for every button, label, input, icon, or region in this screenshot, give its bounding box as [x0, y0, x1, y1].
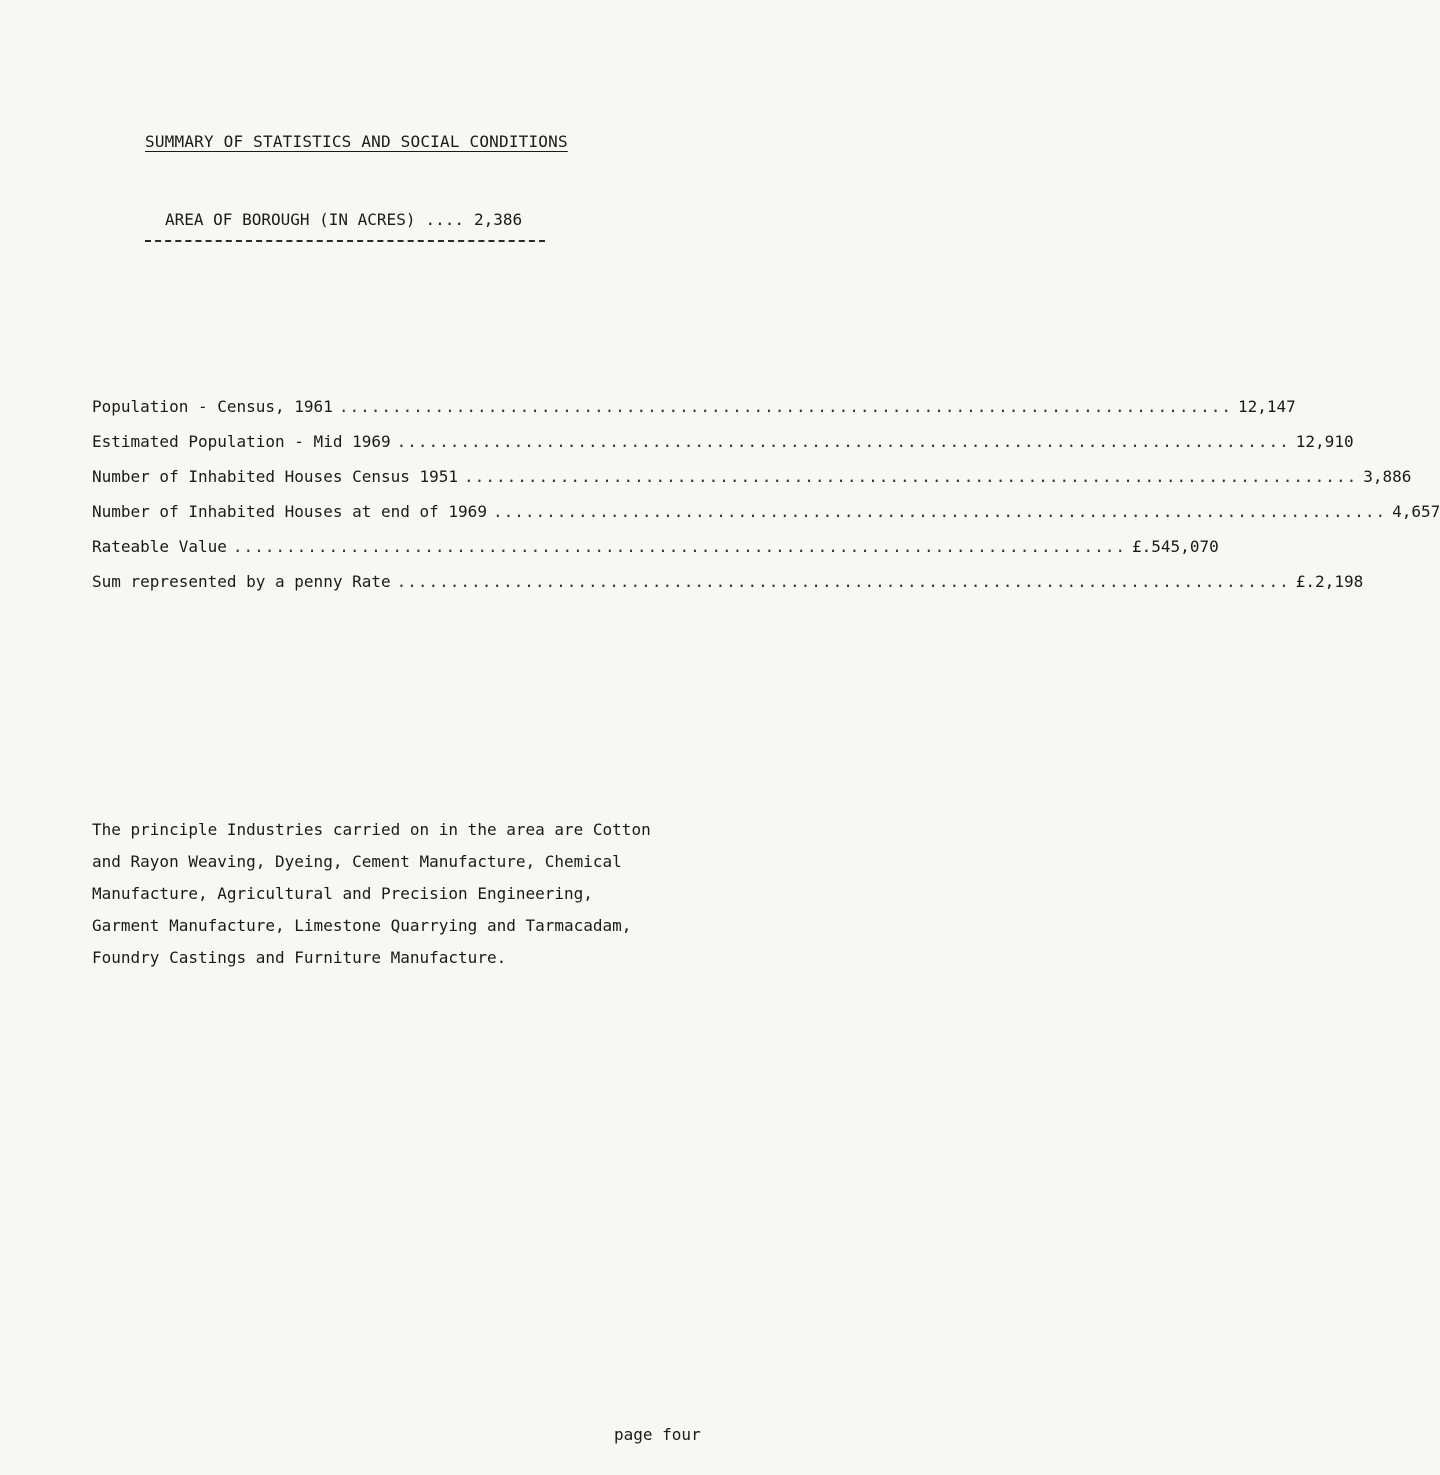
stat-label: Number of Inhabited Houses at end of 1969	[92, 502, 487, 521]
leader-dots: ....................................................................................	[232, 537, 1127, 556]
stat-row	[92, 537, 1219, 572]
stat-label: Population - Census, 1961	[92, 397, 333, 416]
stat-value: £.545,070	[1132, 537, 1219, 556]
stat-label: Number of Inhabited Houses Census 1951	[92, 467, 459, 486]
stat-value: 4,657	[1392, 502, 1440, 521]
leader-dots: ....................................................................................	[396, 432, 1290, 451]
paragraph-line: Garment Manufacture, Limestone Quarrying and Tarmacadam,	[92, 916, 632, 935]
stat-row	[92, 432, 1354, 467]
stat-row	[92, 467, 1412, 502]
leader-dots: ....................................................................................	[338, 397, 1232, 416]
leader-dots: ....................................................................................	[396, 572, 1290, 591]
dashed-divider	[145, 240, 545, 242]
statistics-list	[92, 397, 1440, 607]
area-label: AREA OF BOROUGH (IN ACRES)	[165, 210, 416, 229]
leader-dots: ....................................................................................	[492, 502, 1387, 521]
stat-row	[92, 397, 1296, 432]
stat-value: 12,910	[1295, 432, 1354, 451]
area-value: 2,386	[473, 210, 523, 229]
stat-label: Estimated Population - Mid 1969	[92, 432, 391, 451]
paragraph-line: Foundry Castings and Furniture Manufacture.	[92, 948, 507, 967]
page-title: SUMMARY OF STATISTICS AND SOCIAL CONDITIONS	[145, 132, 568, 151]
area-of-borough-line	[165, 210, 522, 229]
paragraph-line: and Rayon Weaving, Dyeing, Cement Manufacture, Chemical	[92, 852, 622, 871]
stat-label: Sum represented by a penny Rate	[92, 572, 391, 591]
paragraph-line: The principle Industries carried on in the area are Cotton	[92, 820, 651, 839]
page-number: page four	[614, 1425, 701, 1444]
stat-row	[92, 572, 1364, 607]
stat-label: Rateable Value	[92, 537, 227, 556]
stat-value: £.2,198	[1295, 572, 1364, 591]
stat-value: 12,147	[1237, 397, 1296, 416]
area-leader-dots: ....	[425, 210, 464, 229]
paragraph-line: Manufacture, Agricultural and Precision Engineering,	[92, 884, 593, 903]
leader-dots: ....................................................................................	[464, 467, 1358, 486]
industries-paragraph	[92, 814, 692, 974]
stat-value: 3,886	[1363, 467, 1412, 486]
stat-row	[92, 502, 1440, 537]
